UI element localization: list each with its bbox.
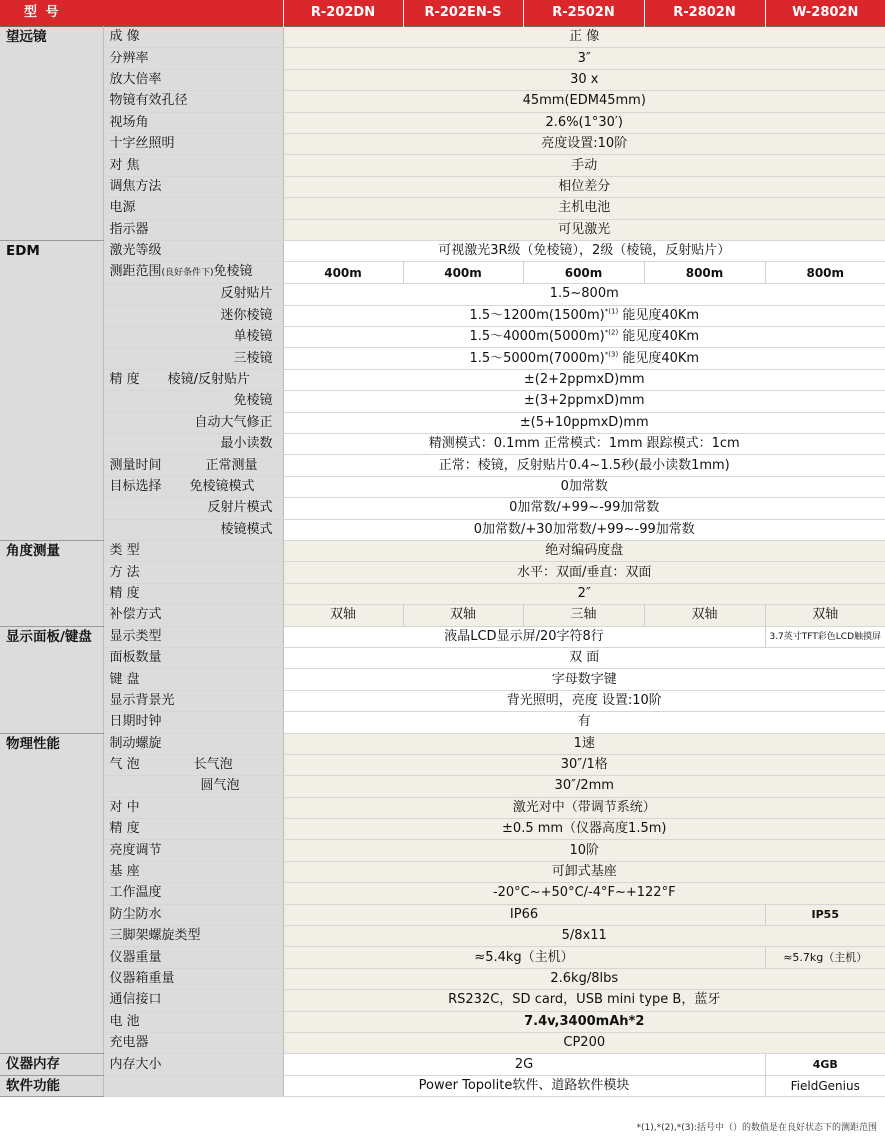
range-value: 600m — [523, 262, 644, 284]
table-row — [0, 1054, 885, 1075]
row-label: 方 法 — [103, 562, 283, 583]
category-edm: EDM — [0, 240, 103, 540]
row-label: 反射贴片 — [103, 284, 283, 305]
model-r2502n: R-2502N — [523, 0, 644, 27]
table-row — [0, 754, 885, 775]
row-label: 对 焦 — [103, 155, 283, 176]
row-label: 放大倍率 — [103, 69, 283, 90]
table-row — [0, 840, 885, 861]
row-value: 背光照明，亮度 设置:10阶 — [283, 690, 885, 711]
comp-value: 双轴 — [403, 605, 523, 626]
row-value: 30 x — [283, 69, 885, 90]
table-row — [0, 198, 885, 219]
range-value: 400m — [403, 262, 523, 284]
category-physical: 物理性能 — [0, 733, 103, 1054]
row-value-w: FieldGenius — [765, 1075, 885, 1096]
row-label: 指示器 — [103, 219, 283, 240]
table-row — [0, 327, 885, 348]
row-label: 免棱镜 — [103, 391, 283, 412]
row-label: 通信接口 — [103, 990, 283, 1011]
row-value: 1速 — [283, 733, 885, 754]
row-label: 亮度调节 — [103, 840, 283, 861]
row-label: 类 型 — [103, 540, 283, 561]
row-value: ±(2+2ppmxD)mm — [283, 369, 885, 390]
row-value: 字母数字键 — [283, 669, 885, 690]
model-r202ens: R-202EN-S — [403, 0, 523, 27]
row-label: 反射片模式 — [103, 498, 283, 519]
row-label: 调焦方法 — [103, 176, 283, 197]
table-row — [0, 990, 885, 1011]
table-row — [0, 1011, 885, 1032]
table-row — [0, 262, 885, 284]
row-label: 工作温度 — [103, 883, 283, 904]
row-label: 对 中 — [103, 797, 283, 818]
table-row — [0, 883, 885, 904]
row-value: 亮度设置:10阶 — [283, 133, 885, 154]
row-label: 面板数量 — [103, 647, 283, 668]
table-row — [0, 797, 885, 818]
row-value: 7.4v,3400mAh*2 — [283, 1011, 885, 1032]
row-value: CP200 — [283, 1032, 885, 1053]
table-row — [0, 476, 885, 497]
row-label: 棱镜模式 — [103, 519, 283, 540]
row-value: 有 — [283, 712, 885, 733]
range-value: 400m — [283, 262, 403, 284]
table-row — [0, 348, 885, 369]
table-row — [0, 583, 885, 604]
row-value: 激光对中（带调节系统） — [283, 797, 885, 818]
row-label: 制动螺旋 — [103, 733, 283, 754]
row-label: 最小读数 — [103, 434, 283, 455]
table-row — [0, 776, 885, 797]
header-row — [0, 0, 885, 27]
range-value: 800m — [765, 262, 885, 284]
row-value: Power Topolite软件、道路软件模块 — [283, 1075, 765, 1096]
model-r202dn: R-202DN — [283, 0, 403, 27]
row-label: 电源 — [103, 198, 283, 219]
table-row — [0, 519, 885, 540]
table-row — [0, 647, 885, 668]
table-row — [0, 412, 885, 433]
row-label: 视场角 — [103, 112, 283, 133]
row-label: 激光等级 — [103, 240, 283, 261]
row-value: ±(3+2ppmxD)mm — [283, 391, 885, 412]
table-row — [0, 712, 885, 733]
row-value: 可视激光3R级（免棱镜），2级（棱镜，反射贴片） — [283, 240, 885, 261]
row-value: 2G — [283, 1054, 765, 1075]
table-row — [0, 27, 885, 48]
row-value: 手动 — [283, 155, 885, 176]
row-value: 水平：双面/垂直：双面 — [283, 562, 885, 583]
row-label: 圆气泡 — [103, 776, 283, 797]
table-row — [0, 498, 885, 519]
row-value: 绝对编码度盘 — [283, 540, 885, 561]
row-label: 单棱镜 — [103, 327, 283, 348]
row-value-w: 3.7英寸TFT彩色LCD触摸屏 — [765, 626, 885, 647]
row-label: 物镜有效孔径 — [103, 91, 283, 112]
table-row — [0, 176, 885, 197]
row-label: 自动大气修正 — [103, 412, 283, 433]
row-value: $1.5\sim 1200m(1500m)^{*(1)}$ 能见度40Km — [283, 305, 885, 326]
table-row — [0, 690, 885, 711]
row-label: 充电器 — [103, 1032, 283, 1053]
row-label: 迷你棱镜 — [103, 305, 283, 326]
table-row — [0, 133, 885, 154]
row-value: 2″ — [283, 583, 885, 604]
table-row — [0, 369, 885, 390]
row-value: 3″ — [283, 48, 885, 69]
row-value-w: 4GB — [765, 1054, 885, 1075]
row-value: 双 面 — [283, 647, 885, 668]
row-label: 精 度 — [103, 819, 283, 840]
row-value: 0加常数/+30加常数/+99~-99加常数 — [283, 519, 885, 540]
table-row — [0, 91, 885, 112]
row-value: ±0.5 mm（仪器高度1.5m) — [283, 819, 885, 840]
row-value: 正 像 — [283, 27, 885, 48]
row-value: 30″/2mm — [283, 776, 885, 797]
row-label: 内存大小 — [103, 1054, 283, 1075]
table-row — [0, 455, 885, 476]
row-label: 气 泡 长气泡 — [103, 754, 283, 775]
table-row — [0, 112, 885, 133]
range-label: 测距范围 — [109, 264, 162, 280]
table-row — [0, 305, 885, 326]
footnote: *(1),*(2),*(3):括号中（）的数值是在良好状态下的测距范围 — [636, 1123, 877, 1133]
row-label: 三脚架螺旋类型 — [103, 926, 283, 947]
table-row — [0, 947, 885, 968]
table-row — [0, 155, 885, 176]
row-label: 防尘防水 — [103, 904, 283, 925]
row-value: 2.6%(1°30′) — [283, 112, 885, 133]
table-row — [0, 219, 885, 240]
table-row — [0, 240, 885, 261]
table-row — [0, 926, 885, 947]
row-value: 10阶 — [283, 840, 885, 861]
row-label: 基 座 — [103, 861, 283, 882]
row-label: 仪器箱重量 — [103, 968, 283, 989]
row-label: 目标选择 免棱镜模式 — [103, 476, 283, 497]
row-label: 分辨率 — [103, 48, 283, 69]
row-value: 2.6kg/8lbs — [283, 968, 885, 989]
row-label: 成 像 — [103, 27, 283, 48]
row-label: 补偿方式 — [103, 605, 283, 626]
row-value: 主机电池 — [283, 198, 885, 219]
table-row — [0, 968, 885, 989]
row-label: 精 度 — [103, 583, 283, 604]
table-row — [0, 69, 885, 90]
row-value: 0加常数 — [283, 476, 885, 497]
range-value: 800m — [644, 262, 765, 284]
row-label: 十字丝照明 — [103, 133, 283, 154]
table-row — [0, 562, 885, 583]
row-value: 相位差分 — [283, 176, 885, 197]
table-row — [0, 861, 885, 882]
comp-value: 双轴 — [765, 605, 885, 626]
table-row — [0, 733, 885, 754]
table-row — [0, 605, 885, 626]
row-value: $1.5\sim 4000m(5000m)^{*(2)}$ 能见度40Km — [283, 327, 885, 348]
row-label: 精 度 棱镜/反射贴片 — [103, 369, 283, 390]
category-software: 软件功能 — [0, 1075, 103, 1096]
row-value: 0加常数/+99~-99加常数 — [283, 498, 885, 519]
model-w2802n: W-2802N — [765, 0, 885, 27]
row-label: 显示背景光 — [103, 690, 283, 711]
row-label: 日期时钟 — [103, 712, 283, 733]
model-label: 型 号 — [0, 0, 283, 27]
row-label: 仪器重量 — [103, 947, 283, 968]
row-value: 30″/1格 — [283, 754, 885, 775]
table-row — [0, 669, 885, 690]
table-row — [0, 626, 885, 647]
category-memory: 仪器内存 — [0, 1054, 103, 1075]
category-display: 显示面板/键盘 — [0, 626, 103, 733]
row-label: 键 盘 — [103, 669, 283, 690]
comp-value: 双轴 — [283, 605, 403, 626]
row-value: 正常：棱镜，反射贴片0.4~1.5秒(最小读数1mm) — [283, 455, 885, 476]
row-value: 液晶LCD显示屏/20字符8行 — [283, 626, 765, 647]
row-value-w: ≈5.7kg（主机） — [765, 947, 885, 968]
category-angle: 角度测量 — [0, 540, 103, 626]
row-label — [103, 1075, 283, 1096]
comp-value: 三轴 — [523, 605, 644, 626]
row-value: -20°C~+50°C/-4°F~+122°F — [283, 883, 885, 904]
table-row — [0, 1075, 885, 1096]
row-value: IP66 — [283, 904, 765, 925]
row-label: 电 池 — [103, 1011, 283, 1032]
row-label: 测量时间 正常测量 — [103, 455, 283, 476]
row-value: 5/8x11 — [283, 926, 885, 947]
row-value: 精测模式：0.1mm 正常模式：1mm 跟踪模式：1cm — [283, 434, 885, 455]
table-row — [0, 1032, 885, 1053]
row-value-w: IP55 — [765, 904, 885, 925]
table-row — [0, 819, 885, 840]
row-label: 三棱镜 — [103, 348, 283, 369]
row-value: 45mm(EDM45mm) — [283, 91, 885, 112]
table-row — [0, 904, 885, 925]
table-row — [0, 391, 885, 412]
row-label: 显示类型 — [103, 626, 283, 647]
row-value: 1.5~800m — [283, 284, 885, 305]
table-row — [0, 540, 885, 561]
model-r2802n: R-2802N — [644, 0, 765, 27]
table-row — [0, 48, 885, 69]
table-row — [0, 434, 885, 455]
range-sub: 免棱镜 — [213, 264, 253, 280]
row-value: 可卸式基座 — [283, 861, 885, 882]
comp-value: 双轴 — [644, 605, 765, 626]
row-value: $1.5\sim 5000m(7000m)^{*(3)}$ 能见度40Km — [283, 348, 885, 369]
row-value: ≈5.4kg（主机） — [283, 947, 765, 968]
row-value: 可见激光 — [283, 219, 885, 240]
range-note: (良好条件下) — [161, 268, 214, 279]
table-row — [0, 284, 885, 305]
category-telescope: 望远镜 — [0, 27, 103, 241]
row-value: ±(5+10ppmxD)mm — [283, 412, 885, 433]
row-label — [103, 262, 283, 284]
row-value: RS232C，SD card，USB mini type B，蓝牙 — [283, 990, 885, 1011]
